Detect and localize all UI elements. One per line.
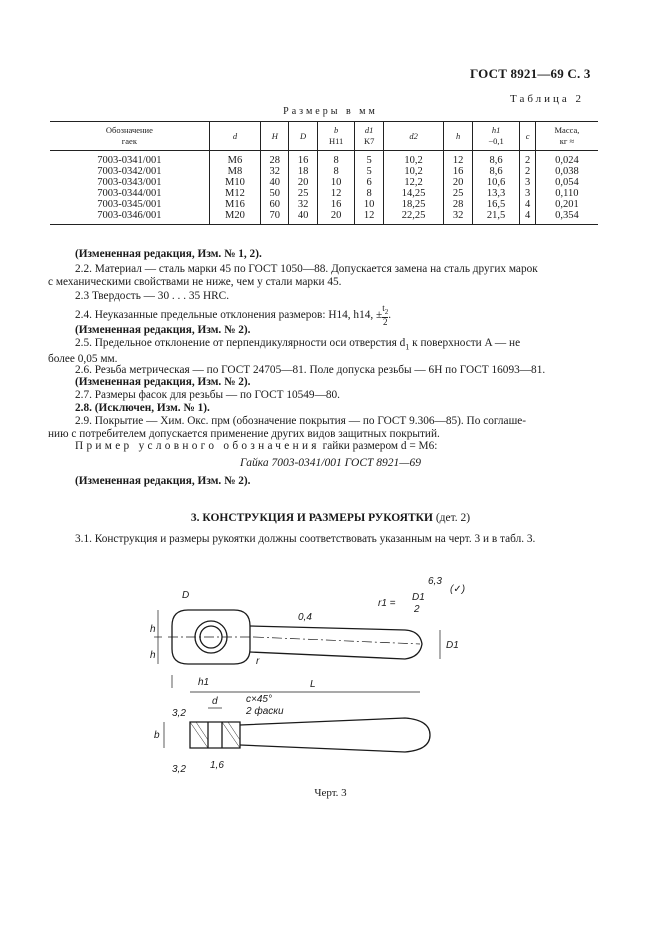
table-cell: 32 — [261, 166, 289, 177]
column-header-line-1: d2 — [409, 130, 418, 141]
para-2-6: 2.6. Резьба метрическая — по ГОСТ 24705—81. Поле допуска резьбы — 6H по ГОСТ 16093—81. — [75, 364, 546, 376]
fraction-t-sub: 2 — [384, 307, 389, 316]
section-3-title-text: 3. КОНСТРУКЦИЯ И РАЗМЕРЫ РУКОЯТКИ — [190, 512, 433, 524]
hatch-4 — [228, 722, 240, 740]
table-cell: 4 — [520, 199, 535, 210]
table-cell: M12 — [209, 188, 260, 199]
column-header-line-1: Масса, — [554, 125, 580, 135]
column-header-line-1: d — [232, 130, 238, 141]
column-header — [520, 122, 535, 151]
edit-note-4: (Измененная редакция, Изм. № 2). — [75, 475, 251, 487]
table-cell: 60 — [261, 199, 289, 210]
label-h-top: h — [150, 624, 156, 635]
label-D1: D1 — [446, 640, 459, 651]
table-cell: 7003-0341/001 — [97, 155, 162, 166]
hatch-1 — [190, 722, 208, 748]
label-16: 1,6 — [210, 760, 224, 771]
fraction-t: t — [382, 303, 385, 313]
column-header-line-2: −0,1 — [488, 136, 504, 146]
table-cell: 7003-0346/001 — [50, 210, 209, 225]
side-nut — [190, 722, 240, 748]
column-header-line-1: b — [333, 125, 339, 135]
column-header-line-2: H11 — [328, 136, 344, 146]
column-header-line-2: кг ≈ — [559, 136, 575, 146]
table-cell: 10 — [355, 199, 383, 210]
table-cell: 7003-0343/001 — [97, 177, 162, 188]
label-r1: r1 = — [378, 598, 396, 609]
column-header-line-1: H — [271, 130, 278, 141]
label-b: b — [154, 730, 160, 741]
table-cell: 2 — [520, 151, 535, 167]
table-cell: 0,024 — [535, 151, 598, 167]
column-header — [472, 122, 520, 151]
table-caption: Размеры в мм — [283, 106, 378, 117]
example-spaced: Пример условного обозначения — [75, 440, 320, 452]
column-header — [289, 122, 317, 151]
label-L: L — [310, 679, 316, 690]
column-header-line-1: h — [455, 130, 461, 141]
table-cell: 10,2 — [383, 166, 444, 177]
column-header — [317, 122, 355, 151]
table-cell: 14,25 — [383, 188, 444, 199]
column-header — [383, 122, 444, 151]
table-cell: 3 — [520, 188, 535, 199]
table-cell: 12 — [355, 210, 383, 225]
dimensions-table — [50, 121, 598, 225]
para-2-9-line-1: 2.9. Покрытие — Хим. Окс. прм (обозначение покрытия — по ГОСТ 9.306—85). По соглаше- — [75, 415, 527, 427]
label-h1: h1 — [198, 677, 210, 688]
designation-example: Гайка 7003-0341/001 ГОСТ 8921—69 — [240, 457, 421, 469]
table-cell: 8,6 — [472, 166, 520, 177]
column-header — [209, 122, 260, 151]
para-2-2 — [48, 263, 585, 289]
hatch-2 — [196, 722, 208, 740]
column-header-line-2: гаек — [121, 136, 137, 146]
table-cell: 18,25 — [383, 199, 444, 210]
table-cell: 12,2 — [383, 177, 444, 188]
table-cell: 32 — [289, 199, 317, 210]
drawing-caption: Черт. 3 — [314, 787, 347, 799]
column-header-line-2: K7 — [363, 136, 375, 146]
label-04: 0,4 — [298, 612, 312, 623]
table-cell: 5 — [355, 151, 383, 167]
page-header: ГОСТ 8921—69 С. 3 — [470, 66, 591, 81]
column-header — [261, 122, 289, 151]
column-header-line-1: D — [300, 130, 307, 141]
column-header-line-1: c — [525, 130, 530, 141]
table-cell: 32 — [444, 210, 472, 225]
column-header — [444, 122, 472, 151]
table-cell: 12 — [317, 188, 355, 199]
table-cell: 6 — [355, 177, 383, 188]
column-header-line-1: Обозначение — [105, 125, 153, 135]
para-2-3: 2.3 Твердость — 30 . . . 35 HRC. — [75, 290, 230, 302]
label-r: r — [256, 656, 260, 667]
table-cell: 21,5 — [472, 210, 520, 225]
table-cell: 13,3 — [472, 188, 520, 199]
table-cell: 40 — [289, 210, 317, 225]
table-cell: 12 — [444, 151, 472, 167]
table-cell: 7003-0344/001 — [97, 188, 162, 199]
label-chamfers: 2 фаски — [246, 706, 284, 717]
table-cell: 8 — [317, 151, 355, 167]
table-cell: 4 — [520, 210, 535, 225]
table-cell: 3 — [520, 177, 535, 188]
label-d: d — [212, 696, 218, 707]
edit-note-3: (Измененная редакция, Изм. № 2). — [75, 376, 251, 388]
column-header — [50, 122, 209, 151]
table-cell: 16 — [317, 199, 355, 210]
para-2-9-line-2: нию с потребителем допускается применение других видов защитных покрытий. — [48, 428, 440, 440]
table-cell: M6 — [209, 151, 260, 167]
label-r1-num: D1 — [412, 592, 425, 603]
para-2-5 — [48, 337, 585, 366]
fraction-denominator: 2 — [382, 316, 388, 327]
table-cell: 10 — [317, 177, 355, 188]
label-c45: c×45° — [246, 694, 272, 705]
table-row — [50, 210, 598, 225]
para-2-2-line-1: 2.2. Материал — сталь марки 45 по ГОСТ 1050—88. Допускается замена на сталь других марок — [75, 263, 538, 275]
fraction-numerator — [382, 304, 388, 318]
handle-drawing — [150, 560, 470, 785]
table-cell: 16 — [444, 166, 472, 177]
table-cell: 0,054 — [535, 177, 598, 188]
para-2-5-sub: 1 — [405, 342, 410, 352]
para-3-1: 3.1. Конструкция и размеры рукоятки должны соответствовать указанным на черт. 3 и в табл. 3. — [75, 533, 536, 545]
handle-arm — [250, 626, 422, 659]
table-cell: 16,5 — [472, 199, 520, 210]
example-line — [75, 440, 585, 453]
table-cell: 10,2 — [383, 151, 444, 167]
table-cell: 25 — [444, 188, 472, 199]
table-cell: 25 — [289, 188, 317, 199]
para-2-5-line-2: более 0,05 мм. — [48, 353, 118, 366]
para-2-5-text-a: 2.5. Предельное отклонение от перпендикулярности оси отверстия d — [75, 337, 406, 349]
table-cell: 22,25 — [383, 210, 444, 225]
table-cell: 5 — [355, 166, 383, 177]
table-row — [50, 177, 598, 188]
table-cell: 2 — [520, 166, 535, 177]
label-32-top: 3,2 — [172, 708, 186, 719]
table-cell: 18 — [289, 166, 317, 177]
table-cell: 0,354 — [535, 210, 598, 225]
table-cell: 8 — [355, 188, 383, 199]
table-cell: 28 — [444, 199, 472, 210]
table-cell: 20 — [317, 210, 355, 225]
table-cell: 40 — [261, 177, 289, 188]
label-D: D — [182, 590, 190, 601]
table-cell: 20 — [444, 177, 472, 188]
label-r1-den: 2 — [414, 604, 420, 615]
label-roughness-val: 6,3 — [428, 576, 442, 587]
table-cell: 20 — [289, 177, 317, 188]
column-header — [535, 122, 598, 151]
section-3-title — [0, 512, 661, 524]
column-header-line-1: h1 — [491, 125, 501, 135]
column-header-line-1: d1 — [364, 125, 374, 135]
table-row — [50, 188, 598, 199]
table-header-row — [50, 122, 598, 151]
section-3-subtitle: (дет. 2) — [432, 512, 471, 524]
example-rest: гайки размером d = M6: — [319, 440, 438, 452]
label-h-bottom: h — [150, 650, 156, 661]
table-cell: 28 — [261, 151, 289, 167]
edit-note-2: (Измененная редакция, Изм. № 2). — [75, 324, 251, 336]
para-2-5-line-1 — [75, 337, 585, 353]
handle-axis — [254, 637, 420, 644]
label-32-bottom: 3,2 — [172, 764, 186, 775]
para-2-7: 2.7. Размеры фасок для резьбы — по ГОСТ 10549—80. — [75, 389, 340, 401]
para-2-9 — [48, 415, 585, 441]
side-handle — [240, 718, 430, 752]
para-2-8: 2.8. (Исключен, Изм. № 1). — [75, 402, 210, 414]
table-cell: 0,201 — [535, 199, 598, 210]
table-cell: 8,6 — [472, 151, 520, 167]
table-cell: 8 — [317, 166, 355, 177]
hatch-3 — [222, 722, 240, 748]
table-body — [50, 151, 598, 225]
table-cell: 0,038 — [535, 166, 598, 177]
para-2-5-text-b: к поверхности A — не — [409, 337, 521, 349]
table-row — [50, 166, 598, 177]
para-2-2-line-2: с механическими свойствами не ниже, чем у стали марки 45. — [48, 276, 342, 288]
table-row — [50, 199, 598, 210]
table-row — [50, 151, 598, 167]
table-cell: M16 — [209, 199, 260, 210]
label-roughness-paren: (✓) — [450, 584, 466, 595]
table-cell: 7003-0342/001 — [97, 166, 162, 177]
table-cell: M10 — [209, 177, 260, 188]
table-cell: 7003-0345/001 — [97, 199, 162, 210]
para-2-4: 2.4. Неуказанные предельные отклонения размеров: H14, h14, ± $\frac{t_2}{2}$ . — [75, 303, 392, 327]
table-cell: 70 — [261, 210, 289, 225]
table-cell: 16 — [289, 151, 317, 167]
para-2-4-text: 2.4. Неуказанные предельные отклонения размеров: H14, h14, ± — [75, 309, 383, 321]
table-cell: M20 — [209, 210, 260, 225]
table-cell: 0,110 — [535, 188, 598, 199]
table-cell: 10,6 — [472, 177, 520, 188]
table-number: Таблица 2 — [510, 93, 585, 105]
column-header — [355, 122, 383, 151]
table-cell: M8 — [209, 166, 260, 177]
table-cell: 50 — [261, 188, 289, 199]
edit-note-1: (Измененная редакция, Изм. № 1, 2). — [75, 248, 262, 260]
